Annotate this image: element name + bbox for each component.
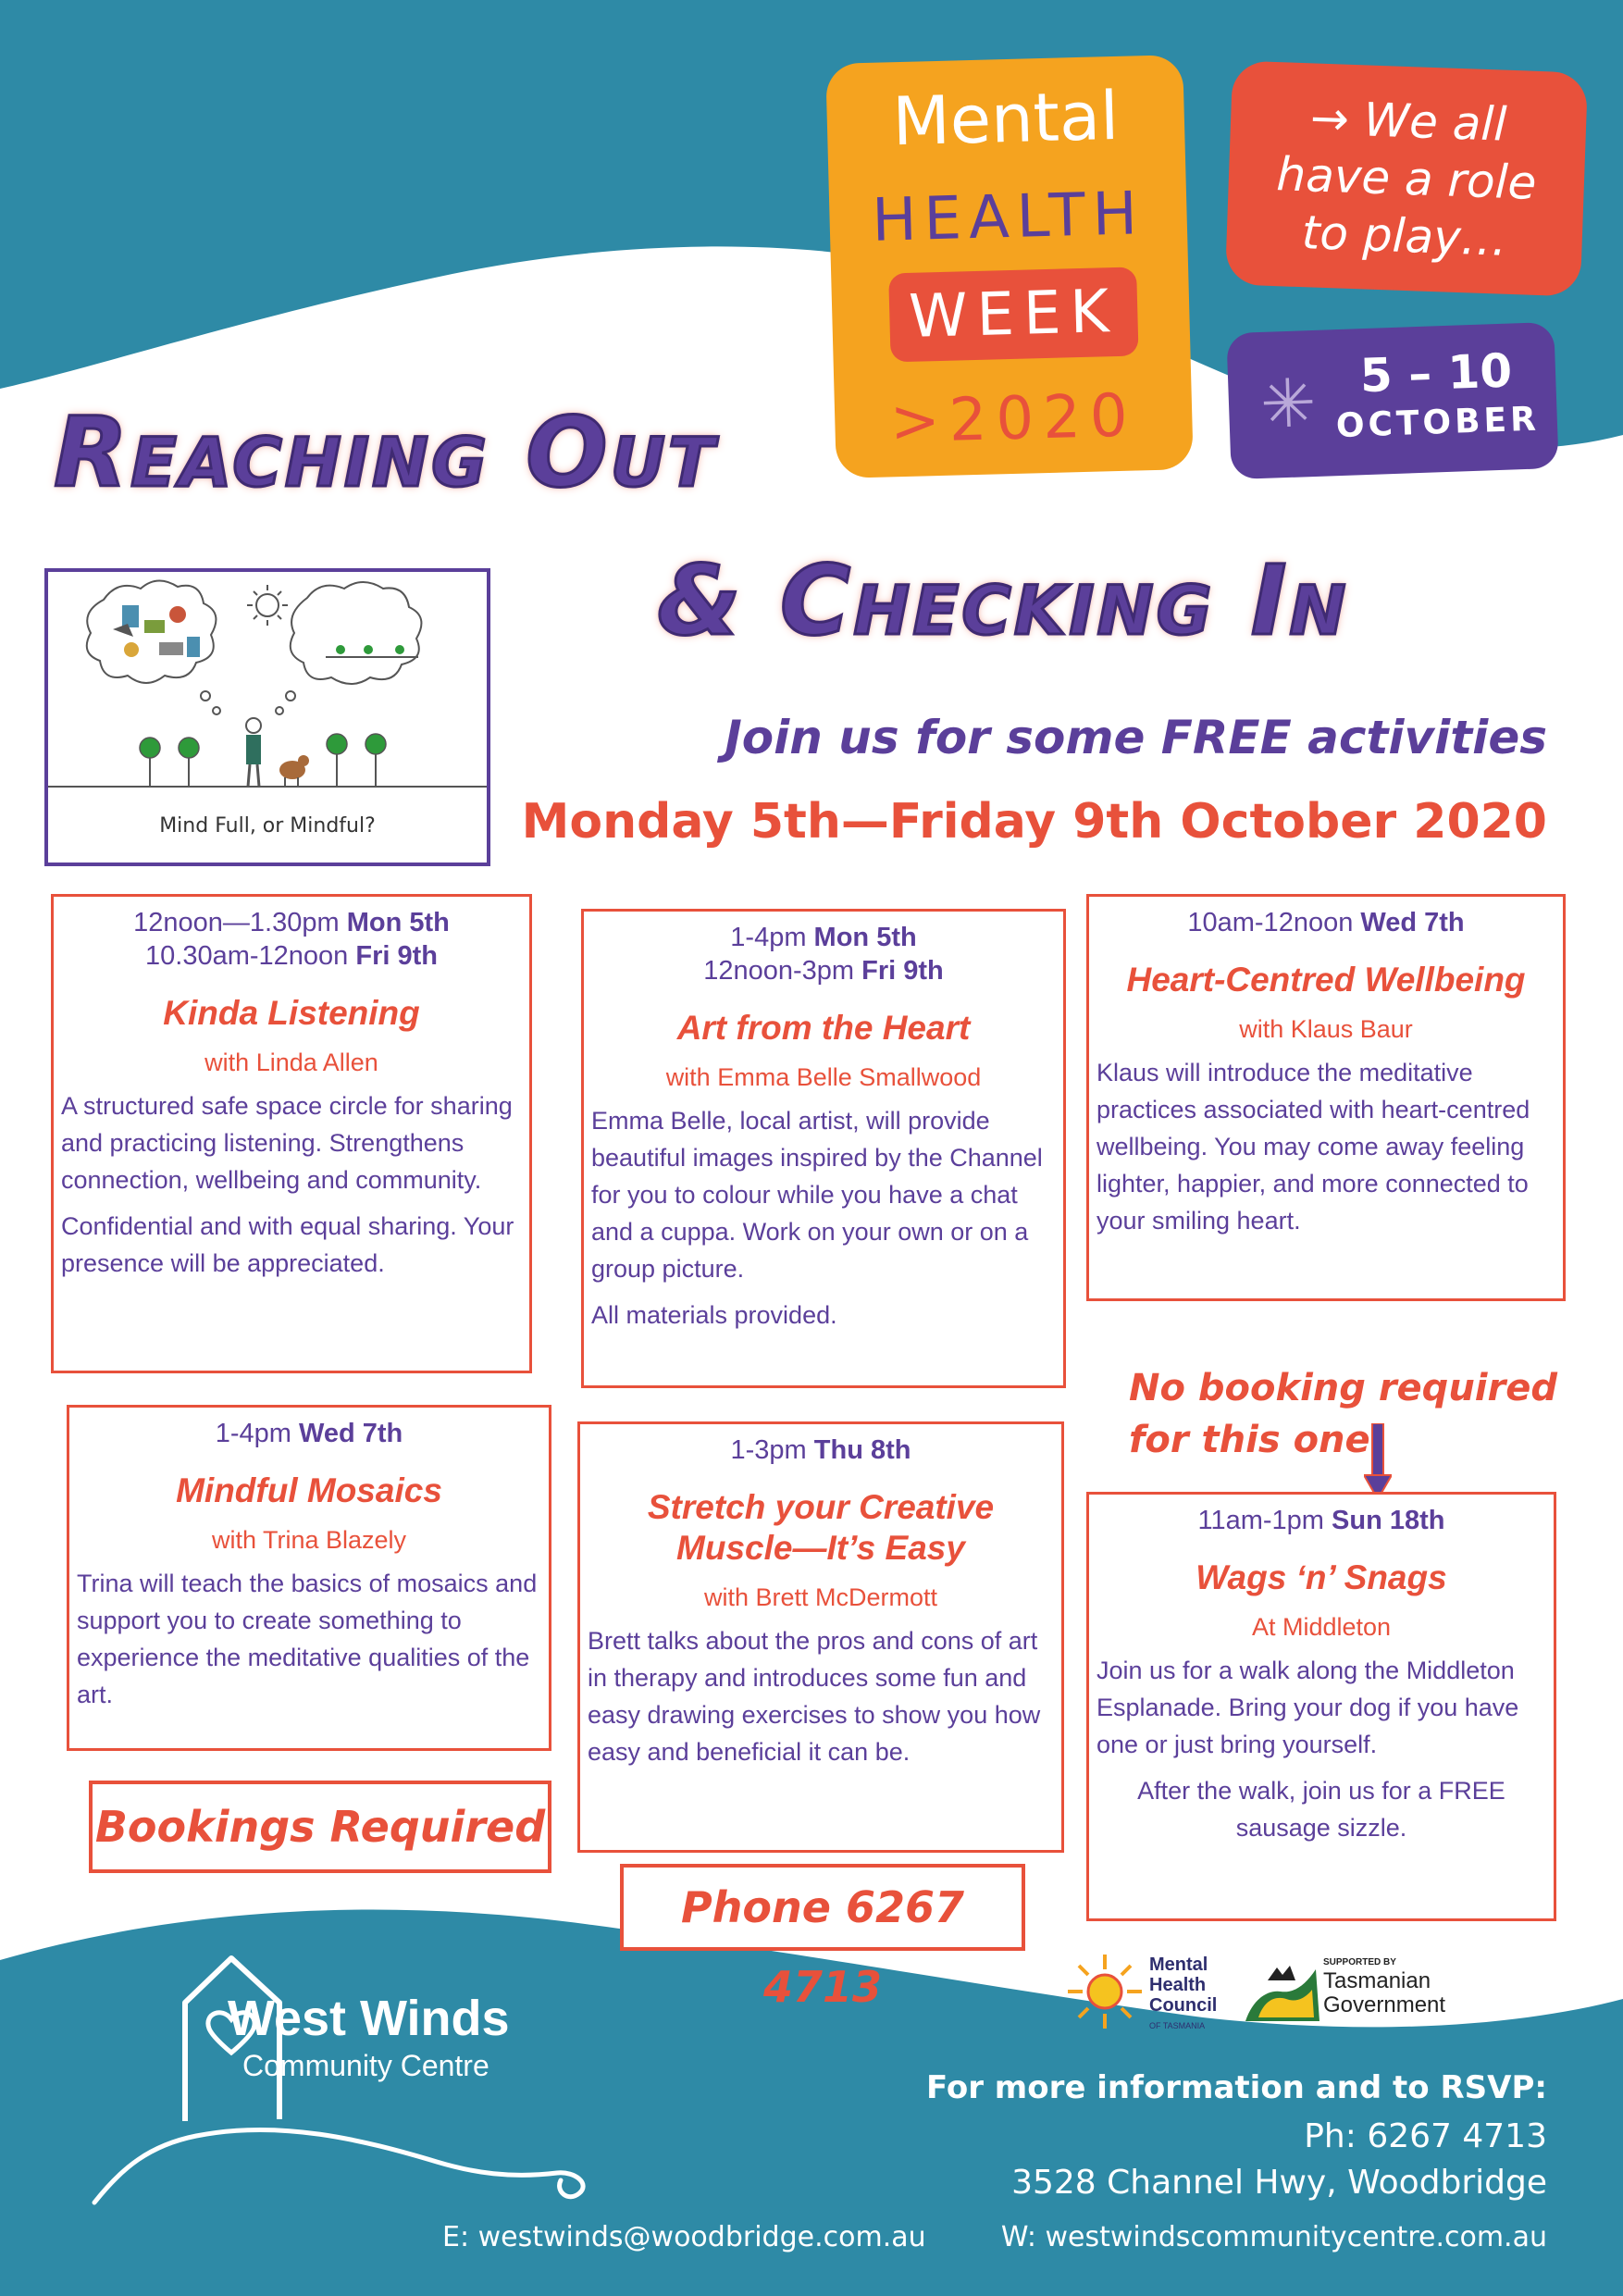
mhw-line-2: HEALTH xyxy=(871,180,1146,255)
contact-address: 3528 Channel Hwy, Woodbridge xyxy=(1011,2164,1547,2202)
event-day: Wed 7th xyxy=(299,1419,403,1448)
no-booking-note xyxy=(1129,1362,1557,1466)
event-mindful-mosaics xyxy=(67,1405,551,1751)
dates-badge xyxy=(1226,322,1558,479)
role-line-2: have a role xyxy=(1275,147,1538,210)
no-booking-line-1: No booking required xyxy=(1129,1367,1557,1409)
bookings-required-callout: Bookings Required xyxy=(89,1781,551,1873)
event-time: 12noon—1.30pm xyxy=(133,908,347,937)
event-description: Klaus will introduce the meditative practices associated with heart-centred wellbeing. You may come away feeling lighter, happier, and more connected to your smiling heart. xyxy=(1096,1059,1530,1235)
title-line-1: Reaching Out xyxy=(54,396,717,509)
event-times xyxy=(1096,1504,1546,1537)
event-time: 1-4pm xyxy=(730,923,814,952)
event-description-extra: All materials provided. xyxy=(591,1301,837,1329)
event-host: with Trina Blazely xyxy=(211,1526,407,1554)
mental-health-week-badge xyxy=(825,55,1194,478)
mhc-logo-text xyxy=(1149,1955,1217,2036)
role-badge xyxy=(1225,60,1588,296)
phone-callout: Phone 6267 4713 xyxy=(620,1864,1025,1951)
tas-line-1: Tasmanian xyxy=(1323,1968,1431,1993)
arrow-down-icon xyxy=(1364,1423,1392,1499)
mhc-line-2: Health xyxy=(1149,1975,1207,1995)
event-kinda-listening xyxy=(51,894,532,1373)
event-day: Wed 7th xyxy=(1360,908,1465,937)
event-times xyxy=(591,921,1056,987)
mhw-line-4: >2020 xyxy=(889,381,1138,457)
role-line-3: to play… xyxy=(1300,205,1508,267)
west-winds-logo xyxy=(85,1947,640,2225)
event-day: Mon 5th xyxy=(813,923,917,952)
mhc-line-1: Mental xyxy=(1149,1955,1208,1975)
dates-month: OCTOBER xyxy=(1335,400,1541,446)
event-day: Sun 18th xyxy=(1332,1506,1445,1535)
mhc-line-4: OF TASMANIA xyxy=(1149,2021,1206,2030)
event-title: Mindful Mosaics xyxy=(176,1471,442,1509)
event-host: with Emma Belle Smallwood xyxy=(665,1063,982,1091)
date-range-heading: Monday 5th—Friday 9th October 2020 xyxy=(521,794,1547,850)
mhw-line-1: Mental xyxy=(891,76,1121,161)
rsvp-heading: For more information and to RSVP: xyxy=(926,2069,1547,2106)
asterisk-icon: ✳ xyxy=(1258,363,1318,443)
tas-gov-logo-text xyxy=(1323,1956,1445,2017)
event-title: Wags ‘n’ Snags xyxy=(1196,1558,1447,1596)
house-hill-icon xyxy=(85,1947,640,2225)
event-host: with Brett McDermott xyxy=(703,1583,938,1611)
event-times xyxy=(1096,906,1555,939)
event-times xyxy=(61,906,522,973)
event-heart-centred-wellbeing xyxy=(1086,894,1566,1301)
event-host: with Linda Allen xyxy=(204,1049,378,1076)
event-art-from-the-heart xyxy=(581,909,1066,1388)
no-booking-line-2: for this one xyxy=(1129,1419,1370,1461)
contact-email: E: westwinds@woodbridge.com.au xyxy=(442,2221,926,2253)
illustration-caption: Mind Full, or Mindful? xyxy=(159,814,376,838)
event-title: Art from the Heart xyxy=(676,1009,971,1047)
title-line-2: & Checking In xyxy=(657,544,1349,657)
event-day: Fri 9th xyxy=(355,941,438,971)
event-day: Fri 9th xyxy=(861,956,944,986)
tas-line-2: Government xyxy=(1323,1992,1446,2017)
event-time: 12noon-3pm xyxy=(703,956,862,986)
event-time: 10.30am-12noon xyxy=(145,941,356,971)
role-line-1: → We all xyxy=(1309,91,1508,152)
event-title: Kinda Listening xyxy=(163,994,420,1032)
event-description: Emma Belle, local artist, will provide beautiful images inspired by the Channel for you to colour while you have a chat and a cuppa. Work on your own or on a group picture. xyxy=(591,1107,1043,1283)
event-stretch-creative-muscle xyxy=(577,1421,1064,1853)
event-description-extra: Confidential and with equal sharing. Your presence will be appreciated. xyxy=(61,1212,514,1277)
event-description: Brett talks about the pros and cons of art in therapy and introduces some fun and easy drawing exercises to show you how easy and beneficial it can be. xyxy=(588,1627,1041,1766)
mhw-line-3: WEEK xyxy=(888,267,1138,362)
event-description: Trina will teach the basics of mosaics and support you to create something to experience the meditative qualities of the art. xyxy=(77,1570,538,1708)
join-heading: Join us for some FREE activities xyxy=(725,711,1547,764)
tas-supported-by: SUPPORTED BY xyxy=(1323,1957,1396,1967)
event-day: Mon 5th xyxy=(346,908,450,937)
event-host: At Middleton xyxy=(1251,1613,1392,1641)
event-time: 10am-12noon xyxy=(1187,908,1361,937)
mindful-illustration xyxy=(44,568,490,866)
event-times xyxy=(77,1417,541,1450)
event-host: with Klaus Baur xyxy=(1239,1015,1413,1043)
event-description: Join us for a walk along the Middleton Esplanade. Bring your dog if you have one or just bring yourself. xyxy=(1096,1657,1519,1758)
event-description-extra: After the walk, join us for a FREE sausage sizzle. xyxy=(1137,1777,1505,1842)
org-name: West Winds xyxy=(228,1991,510,2046)
event-title: Stretch your Creative Muscle—It’s Easy xyxy=(647,1488,995,1567)
org-subtitle: Community Centre xyxy=(242,2049,489,2082)
event-times xyxy=(588,1433,1054,1467)
event-day: Thu 8th xyxy=(813,1435,911,1465)
tasmanian-government-emblem-icon xyxy=(1240,1953,1323,2032)
contact-website: W: westwindscommunitycentre.com.au xyxy=(1000,2221,1547,2253)
event-time: 11am-1pm xyxy=(1197,1506,1332,1535)
event-title: Heart-Centred Wellbeing xyxy=(1126,961,1526,999)
event-time: 1-3pm xyxy=(730,1435,814,1465)
dates-days: 5 – 10 xyxy=(1358,343,1514,403)
mhc-line-3: Council xyxy=(1149,1995,1218,2016)
event-time: 1-4pm xyxy=(215,1419,299,1448)
contact-phone: Ph: 6267 4713 xyxy=(1304,2117,1547,2155)
event-description: A structured safe space circle for sharing and practicing listening. Strengthens connection, wellbeing and community. xyxy=(61,1092,513,1194)
event-wags-n-snags xyxy=(1086,1492,1556,1921)
